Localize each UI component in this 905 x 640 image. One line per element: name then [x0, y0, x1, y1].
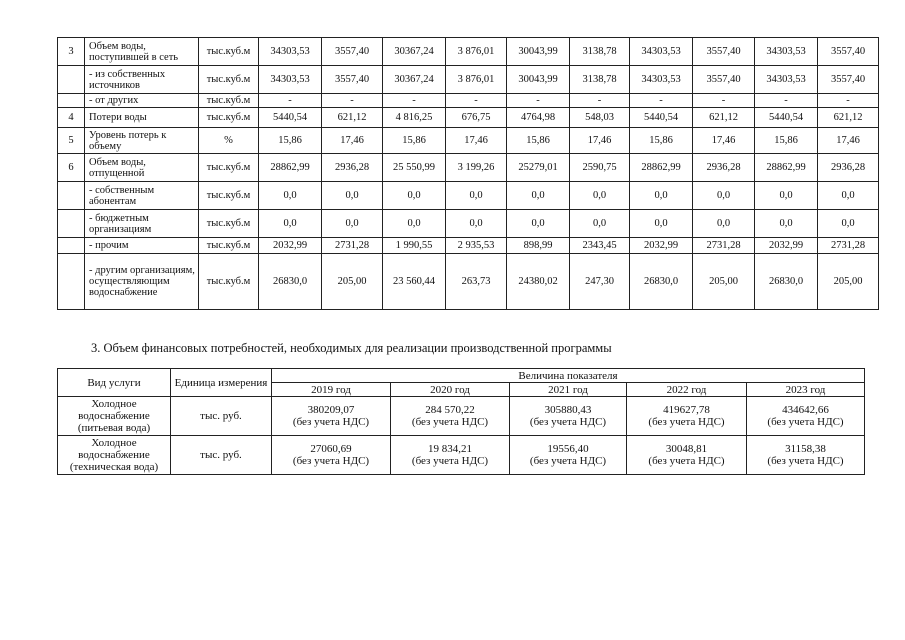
row-unit: тыс.куб.м — [199, 66, 259, 94]
amount-value: 284 570,22 — [425, 404, 475, 416]
year-header: 2023 год — [747, 383, 865, 397]
value-cell: 621,12 — [322, 108, 383, 128]
value-cell: 0,0 — [259, 210, 322, 238]
value-cell: 0,0 — [693, 182, 755, 210]
value-cell: 34303,53 — [630, 66, 693, 94]
value-cell: 3138,78 — [570, 66, 630, 94]
value-cell: 34303,53 — [755, 38, 818, 66]
value-cell: 34303,53 — [259, 66, 322, 94]
value-cell: 0,0 — [507, 210, 570, 238]
value-cell: 205,00 — [693, 254, 755, 310]
value-cell: 15,86 — [630, 128, 693, 154]
amount-cell — [510, 397, 627, 436]
value-cell: - — [630, 94, 693, 108]
year-header: 2022 год — [627, 383, 747, 397]
value-cell: - — [755, 94, 818, 108]
row-number — [58, 182, 85, 210]
table-row — [58, 182, 879, 210]
row-label: Объем воды, отпущенной — [85, 154, 199, 182]
row-unit: тыс.куб.м — [199, 38, 259, 66]
year-header: 2020 год — [391, 383, 510, 397]
amount-cell — [391, 436, 510, 475]
row-label: - прочим — [85, 238, 199, 254]
table-row — [58, 436, 865, 475]
value-cell: 17,46 — [818, 128, 879, 154]
value-cell: 0,0 — [630, 210, 693, 238]
value-cell: 34303,53 — [630, 38, 693, 66]
row-number — [58, 94, 85, 108]
amount-value: 30048,81 — [665, 443, 708, 455]
row-unit: тыс.куб.м — [199, 94, 259, 108]
value-cell: 26830,0 — [755, 254, 818, 310]
value-cell: 5440,54 — [755, 108, 818, 128]
value-cell: 2936,28 — [818, 154, 879, 182]
vat-note: (без учета НДС) — [529, 455, 607, 467]
amount-value: 419627,78 — [663, 404, 710, 416]
value-cell: 5440,54 — [259, 108, 322, 128]
value-cell: - — [693, 94, 755, 108]
row-label: - собственным абонентам — [85, 182, 199, 210]
vat-note: (без учета НДС) — [411, 455, 489, 467]
table-row — [58, 94, 879, 108]
value-cell: 0,0 — [446, 210, 507, 238]
value-cell: 676,75 — [446, 108, 507, 128]
row-unit: тыс.куб.м — [199, 108, 259, 128]
value-cell: 25279,01 — [507, 154, 570, 182]
amount-value: 380209,07 — [307, 404, 355, 416]
table-row — [58, 128, 879, 154]
value-cell: 3557,40 — [322, 38, 383, 66]
value-cell: 898,99 — [507, 238, 570, 254]
value-cell: - — [259, 94, 322, 108]
amount-cell — [510, 436, 627, 475]
value-cell: 25 550,99 — [383, 154, 446, 182]
value-cell: 26830,0 — [259, 254, 322, 310]
value-cell: 30043,99 — [507, 38, 570, 66]
value-cell: 2936,28 — [693, 154, 755, 182]
amount-value: 19 834,21 — [428, 443, 472, 455]
table-row — [58, 38, 879, 66]
amount-cell — [747, 436, 865, 475]
value-cell: 0,0 — [259, 182, 322, 210]
value-cell: 0,0 — [570, 210, 630, 238]
row-label: Потери воды — [85, 108, 199, 128]
value-cell: 17,46 — [693, 128, 755, 154]
value-cell: 0,0 — [755, 182, 818, 210]
row-label: - от других — [85, 94, 199, 108]
amount-cell — [747, 397, 865, 436]
value-cell: 3 876,01 — [446, 66, 507, 94]
vat-note: (без учета НДС) — [767, 416, 844, 428]
value-cell: 621,12 — [818, 108, 879, 128]
value-cell: 3138,78 — [570, 38, 630, 66]
row-number: 4 — [58, 108, 85, 128]
value-cell: 15,86 — [259, 128, 322, 154]
row-number — [58, 254, 85, 310]
financial-needs-table — [57, 368, 865, 475]
row-label: - из собственных источников — [85, 66, 199, 94]
value-cell: 2731,28 — [322, 238, 383, 254]
service-name: Холодное водоснабжение (питьевая вода) — [58, 397, 171, 436]
row-number: 6 — [58, 154, 85, 182]
value-cell: 0,0 — [322, 210, 383, 238]
row-unit: тыс.куб.м — [199, 154, 259, 182]
value-cell: 24380,02 — [507, 254, 570, 310]
value-cell: 0,0 — [446, 182, 507, 210]
value-cell: 3 876,01 — [446, 38, 507, 66]
header-service: Вид услуги — [58, 369, 171, 397]
row-number — [58, 66, 85, 94]
value-cell: 2731,28 — [693, 238, 755, 254]
row-label: - бюджетным организациям — [85, 210, 199, 238]
value-cell: 2731,28 — [818, 238, 879, 254]
amount-cell — [272, 436, 391, 475]
value-cell: 3 199,26 — [446, 154, 507, 182]
value-cell: 2032,99 — [259, 238, 322, 254]
value-cell: 2032,99 — [755, 238, 818, 254]
value-cell: 3557,40 — [818, 38, 879, 66]
value-cell: 3557,40 — [322, 66, 383, 94]
value-cell: 2032,99 — [630, 238, 693, 254]
row-unit: тыс.куб.м — [199, 210, 259, 238]
value-cell: 205,00 — [322, 254, 383, 310]
value-cell: - — [383, 94, 446, 108]
amount-value: 434642,66 — [782, 404, 829, 416]
value-cell: 15,86 — [755, 128, 818, 154]
amount-cell — [627, 397, 747, 436]
amount-cell — [272, 397, 391, 436]
value-cell: 0,0 — [818, 210, 879, 238]
service-unit: тыс. руб. — [171, 397, 272, 436]
table-row — [58, 66, 879, 94]
amount-value: 19556,40 — [547, 443, 589, 455]
value-cell: 1 990,55 — [383, 238, 446, 254]
value-cell: 0,0 — [383, 210, 446, 238]
row-unit: % — [199, 128, 259, 154]
value-cell: 0,0 — [755, 210, 818, 238]
value-cell: - — [446, 94, 507, 108]
row-label: Объем воды, поступившей в сеть — [85, 38, 199, 66]
value-cell: - — [322, 94, 383, 108]
amount-value: 27060,69 — [310, 443, 352, 455]
row-number: 5 — [58, 128, 85, 154]
amount-value: 31158,38 — [785, 443, 826, 455]
value-cell: 17,46 — [446, 128, 507, 154]
row-unit: тыс.куб.м — [199, 238, 259, 254]
value-cell: 30367,24 — [383, 38, 446, 66]
value-cell: 0,0 — [630, 182, 693, 210]
value-cell: 23 560,44 — [383, 254, 446, 310]
value-cell: 26830,0 — [630, 254, 693, 310]
value-cell: 28862,99 — [259, 154, 322, 182]
value-cell: 17,46 — [570, 128, 630, 154]
value-cell: - — [507, 94, 570, 108]
table-row — [58, 397, 865, 436]
vat-note: (без учета НДС) — [411, 416, 489, 428]
value-cell: 0,0 — [693, 210, 755, 238]
value-cell: - — [818, 94, 879, 108]
value-cell: 28862,99 — [630, 154, 693, 182]
row-number — [58, 210, 85, 238]
table-row — [58, 154, 879, 182]
value-cell: 2343,45 — [570, 238, 630, 254]
value-cell: 0,0 — [322, 182, 383, 210]
value-cell: 205,00 — [818, 254, 879, 310]
vat-note: (без учета НДС) — [529, 416, 607, 428]
value-cell: 34303,53 — [755, 66, 818, 94]
amount-value: 305880,43 — [544, 404, 592, 416]
value-cell: 263,73 — [446, 254, 507, 310]
value-cell: 30043,99 — [507, 66, 570, 94]
row-label: Уровень потерь к объему — [85, 128, 199, 154]
value-cell: 621,12 — [693, 108, 755, 128]
value-cell: 3557,40 — [818, 66, 879, 94]
year-header: 2019 год — [272, 383, 391, 397]
row-label: - другим организациям, осуществляющим водоснабжение — [85, 254, 199, 310]
value-cell: 15,86 — [507, 128, 570, 154]
year-header: 2021 год — [510, 383, 627, 397]
value-cell: 3557,40 — [693, 38, 755, 66]
table-row — [58, 210, 879, 238]
row-number — [58, 238, 85, 254]
row-unit: тыс.куб.м — [199, 254, 259, 310]
vat-note: (без учета НДС) — [648, 416, 725, 428]
value-cell: 15,86 — [383, 128, 446, 154]
value-cell: 548,03 — [570, 108, 630, 128]
value-cell: 2 935,53 — [446, 238, 507, 254]
value-cell: 2590,75 — [570, 154, 630, 182]
value-cell: 28862,99 — [755, 154, 818, 182]
value-cell: 5440,54 — [630, 108, 693, 128]
header-value: Величина показателя — [272, 369, 865, 383]
value-cell: 4764,98 — [507, 108, 570, 128]
section-heading: 3. Объем финансовых потребностей, необходимых для реализации производственной программы — [91, 341, 612, 355]
amount-cell — [627, 436, 747, 475]
row-unit: тыс.куб.м — [199, 182, 259, 210]
value-cell: 0,0 — [507, 182, 570, 210]
table-row — [58, 238, 879, 254]
vat-note: (без учета НДС) — [292, 416, 370, 428]
service-unit: тыс. руб. — [171, 436, 272, 475]
value-cell: 0,0 — [818, 182, 879, 210]
header-unit: Единица измерения — [171, 369, 272, 397]
table-row — [58, 108, 879, 128]
value-cell: 17,46 — [322, 128, 383, 154]
vat-note: (без учета НДС) — [292, 455, 370, 467]
value-cell: 3557,40 — [693, 66, 755, 94]
value-cell: 30367,24 — [383, 66, 446, 94]
value-cell: 34303,53 — [259, 38, 322, 66]
service-name: Холодное водоснабжение (техническая вода) — [58, 436, 171, 475]
value-cell: 2936,28 — [322, 154, 383, 182]
vat-note: (без учета НДС) — [648, 455, 725, 467]
value-cell: 0,0 — [383, 182, 446, 210]
value-cell: - — [570, 94, 630, 108]
row-number: 3 — [58, 38, 85, 66]
water-balance-table — [57, 37, 879, 310]
table-row — [58, 254, 879, 310]
value-cell: 0,0 — [570, 182, 630, 210]
vat-note: (без учета НДС) — [767, 455, 844, 467]
value-cell: 247,30 — [570, 254, 630, 310]
value-cell: 4 816,25 — [383, 108, 446, 128]
amount-cell — [391, 397, 510, 436]
